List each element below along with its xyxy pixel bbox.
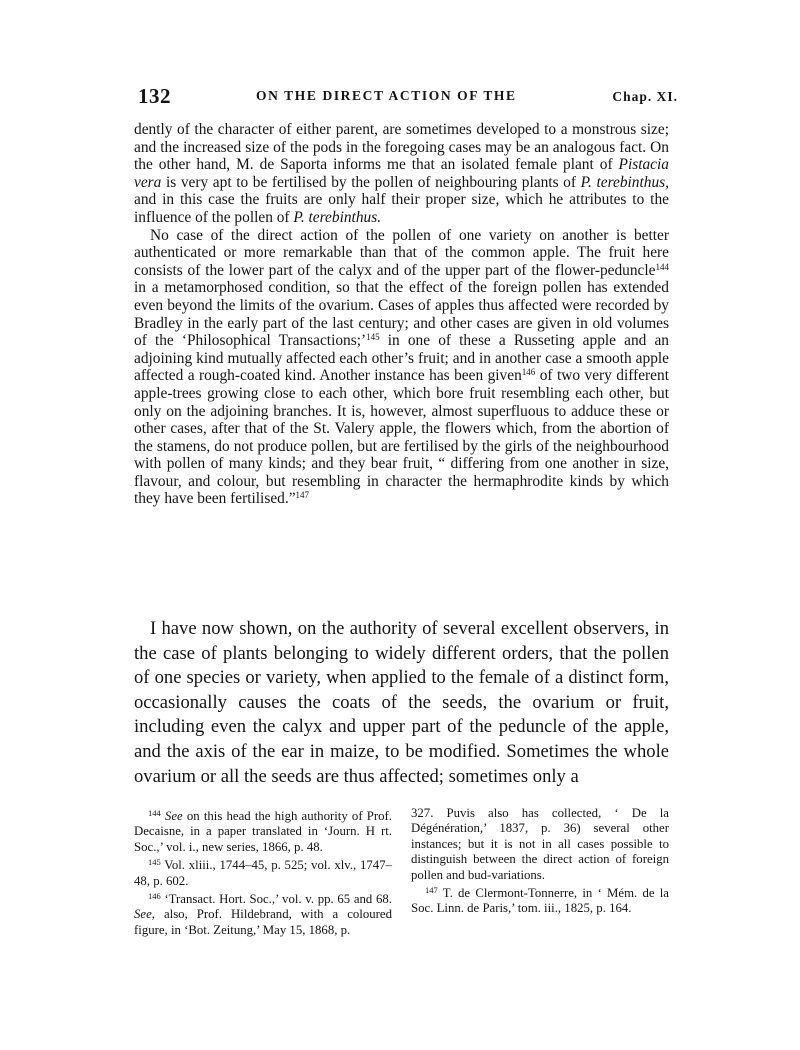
footnote-column-left xyxy=(134,806,392,938)
small-type-extract xyxy=(134,121,669,508)
text-run: dently of the character of either parent, are sometimes developed to a monstrous size; and the increased size of the pods in the foregoing cases may be an analogous fact. On the other hand, M. de Saporta informs me that an isolated female plant of xyxy=(134,121,669,174)
body-text xyxy=(134,617,669,789)
extract-paragraph-1 xyxy=(134,121,669,227)
text-run: is very apt to be fertilised by the pollen of neighbouring plants of xyxy=(161,173,581,191)
running-title: ON THE DIRECT ACTION OF THE xyxy=(256,88,517,103)
text-run: and in this case the fruits are only half their proper size, which he attributes to the influence of the pollen of xyxy=(134,191,669,226)
text-run: in one of these a Russeting apple and an adjoining kind mutually affected each other’s fruit; and in another case a smooth apple affected a rough-coated kind. Another instance has been given xyxy=(134,332,670,385)
footnote-reference: 147 xyxy=(295,490,310,501)
footnote-number: 146 xyxy=(148,891,161,902)
footnote-reference: 145 xyxy=(366,332,380,343)
footnote-reference: 144 xyxy=(655,261,669,272)
footnote-number: 145 xyxy=(148,857,161,868)
italic-text: See, xyxy=(134,907,155,922)
footnote-147 xyxy=(411,883,669,917)
footnote-144 xyxy=(134,806,392,855)
italic-species-name: P. terebinthus, xyxy=(580,173,670,191)
text-run: T. de Clermont-Tonnerre, in ‘ Mém. de la Soc. Linn. de Paris,’ tom. iii., 1825, p. 164. xyxy=(411,886,669,916)
text-run: of two very different apple-trees growing close to each other, which bore fruit resembling each other, but only on the adjoining branches. It is, however, almost superfluous to adduce these or other cases, after that of the St. Valery apple, the flowers which, from the abortion of the stamens, do not produce pollen, but are fertilised by the girls of the neighbourhood with pollen of many kinds; and they bear fruit, “ differing from one another in size, flavour, and colour, but resembling in character the hermaphrodite kinds by which they have been fertilised.” xyxy=(134,367,669,508)
italic-species-name: Pistacia vera xyxy=(134,156,669,191)
text-run: ‘Transact. Hort. Soc.,’ vol. v. pp. 65 and 68. xyxy=(160,892,392,907)
italic-text: See xyxy=(164,809,183,823)
text-run: in a metamorphosed condition, so that the effect of the foreign pollen has extended even beyond the limits of the ovarium. Cases of apples thus affected were recorded by Bradley in the early part of the last century; and other cases are given in old volumes of the ‘Philosophical Transactions;’ xyxy=(134,279,669,350)
italic-species-name: P. terebinthus. xyxy=(293,208,382,226)
footnote-number: 144 xyxy=(148,808,161,818)
footnote-146-continued: 327. Puvis also has collected, ‘ De la Dégénération,’ 1837, p. 36) several other instances; but it is not in all cases possible to distinguish between the direct action of foreign pollen and bud-variations. xyxy=(411,806,669,882)
page-number: 132 xyxy=(138,84,171,108)
chapter-label: Chap. XI. xyxy=(612,89,678,104)
footnote-146 xyxy=(134,889,392,938)
text-run: on this head the high authority of Prof. Decaisne, in a paper translated in ‘Journ. H rt. Soc.,’ vol. i., new series, 1866, p. 48. xyxy=(134,809,392,854)
text-run: No case of the direct action of the pollen of one variety on another is better authenticated or more remarkable than that of the common apple. The fruit here consists of the lower part of the calyx and of the upper part of the flower-peduncle xyxy=(134,226,669,279)
body-paragraph: I have now shown, on the authority of several excellent observers, in the case of plants belonging to widely different orders, that the pollen of one species or variety, when applied to the female of a distinct form, occasionally causes the coats of the seeds, the ovarium or fruit, including even the calyx and upper part of the peduncle of the apple, and the axis of the ear in maize, to be modified. Sometimes the whole ovarium or all the seeds are thus affected; sometimes only a xyxy=(134,618,669,787)
footnote-reference: 146 xyxy=(521,367,536,378)
running-header xyxy=(138,84,678,114)
extract-paragraph-2 xyxy=(134,227,669,509)
footnote-145 xyxy=(134,855,392,889)
text-run: Vol. xliii., 1744–45, p. 525; vol. xlv., 1747–48, p. 602. xyxy=(134,858,392,888)
text-run: also, Prof. Hildebrand, with a coloured figure, in ‘Bot. Zeitung,’ May 15, 1868, p. xyxy=(134,907,392,937)
footnote-column-right xyxy=(411,806,669,917)
footnote-number: 147 xyxy=(425,885,438,896)
